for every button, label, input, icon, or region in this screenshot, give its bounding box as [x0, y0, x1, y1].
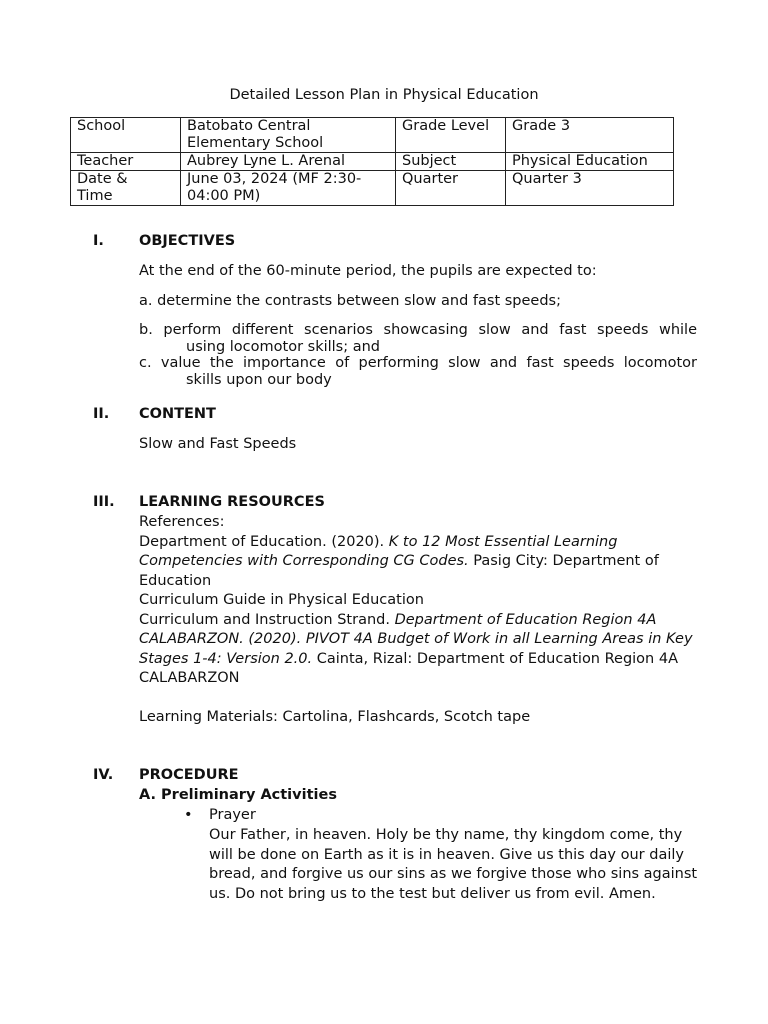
- lesson-info-table: [70, 117, 674, 206]
- objective-b: [139, 322, 697, 356]
- date-value-line2: 04:00 PM): [187, 188, 261, 204]
- grade-level-value: Grade 3: [506, 118, 674, 153]
- grade-level-label: Grade Level: [396, 118, 506, 153]
- objective-a: a. determine the contrasts between slow and fast speeds;: [139, 293, 561, 309]
- objective-b-line2: using locomotor skills; and: [186, 339, 381, 355]
- procedure-heading: PROCEDURE: [139, 767, 239, 783]
- resources-body: [139, 513, 697, 728]
- reference-1-title: K to 12 Most Essential Learning Competencies with Corresponding CG Codes.: [139, 533, 618, 569]
- table-row: [71, 153, 674, 171]
- objective-c-line1: c. value the importance of performing slow and fast speeds locomotor: [139, 355, 697, 371]
- reference-1: [139, 533, 697, 592]
- table-row: [71, 171, 674, 206]
- reference-2: Curriculum Guide in Physical Education: [139, 592, 424, 608]
- resources-number: III.: [93, 494, 115, 510]
- references-label: References:: [139, 514, 225, 530]
- objectives-number: I.: [93, 233, 104, 249]
- objectives-intro: At the end of the 60-minute period, the pupils are expected to:: [139, 263, 597, 279]
- school-label: School: [71, 118, 181, 153]
- date-time-value: [181, 171, 396, 206]
- procedure-number: IV.: [93, 767, 114, 783]
- quarter-value: Quarter 3: [506, 171, 674, 206]
- reference-1-author: Department of Education. (2020).: [139, 533, 389, 550]
- objectives-heading: OBJECTIVES: [139, 233, 236, 249]
- school-value-line1: Batobato Central: [187, 118, 311, 134]
- content-text: Slow and Fast Speeds: [139, 436, 297, 452]
- bullet-icon: •: [184, 807, 193, 823]
- reference-3-author: Curriculum and Instruction Strand.: [139, 611, 395, 628]
- table-row: [71, 118, 674, 153]
- prayer-text: Our Father, in heaven. Holy be thy name, thy kingdom come, thy will be done on Earth as it is in heaven. Give us this day our daily bread, and forgive us our sins as we forgive those who sins against us. Do not bring us to the test but deliver us from evil. Amen.: [209, 827, 698, 902]
- content-number: II.: [93, 406, 110, 422]
- teacher-label: Teacher: [71, 153, 181, 171]
- objective-b-line1: b. perform different scenarios showcasing slow and fast speeds while: [139, 322, 697, 338]
- quarter-label: Quarter: [396, 171, 506, 206]
- content-heading: CONTENT: [139, 406, 216, 422]
- school-value: [181, 118, 396, 153]
- date-value-line1: June 03, 2024 (MF 2:30-: [187, 171, 362, 187]
- reference-3-publisher: Cainta, Rizal: Department of Education Region 4A CALABARZON: [139, 650, 679, 686]
- preliminary-activities-heading: A. Preliminary Activities: [139, 787, 337, 803]
- school-value-line2: Elementary School: [187, 135, 324, 151]
- subject-label: Subject: [396, 153, 506, 171]
- subject-value: Physical Education: [506, 153, 674, 171]
- objective-c: [139, 355, 697, 389]
- learning-materials: Learning Materials: Cartolina, Flashcards, Scotch tape: [139, 709, 531, 725]
- date-label-line1: Date &: [77, 171, 128, 187]
- date-label-line2: Time: [77, 188, 113, 204]
- objective-c-line2: skills upon our body: [186, 372, 332, 388]
- teacher-value: Aubrey Lyne L. Arenal: [181, 153, 396, 171]
- prayer-label: Prayer: [209, 807, 256, 823]
- reference-1-publisher: Pasig City: Department of Education: [139, 553, 659, 589]
- date-time-label: [71, 171, 181, 206]
- reference-3: [139, 611, 697, 689]
- resources-heading: LEARNING RESOURCES: [139, 494, 325, 510]
- page-title: Detailed Lesson Plan in Physical Education: [229, 87, 539, 103]
- reference-3-title: Department of Education Region 4A CALABARZON. (2020). PIVOT 4A Budget of Work in all Learning Areas in Key Stages 1-4: Version 2.0.: [139, 611, 693, 667]
